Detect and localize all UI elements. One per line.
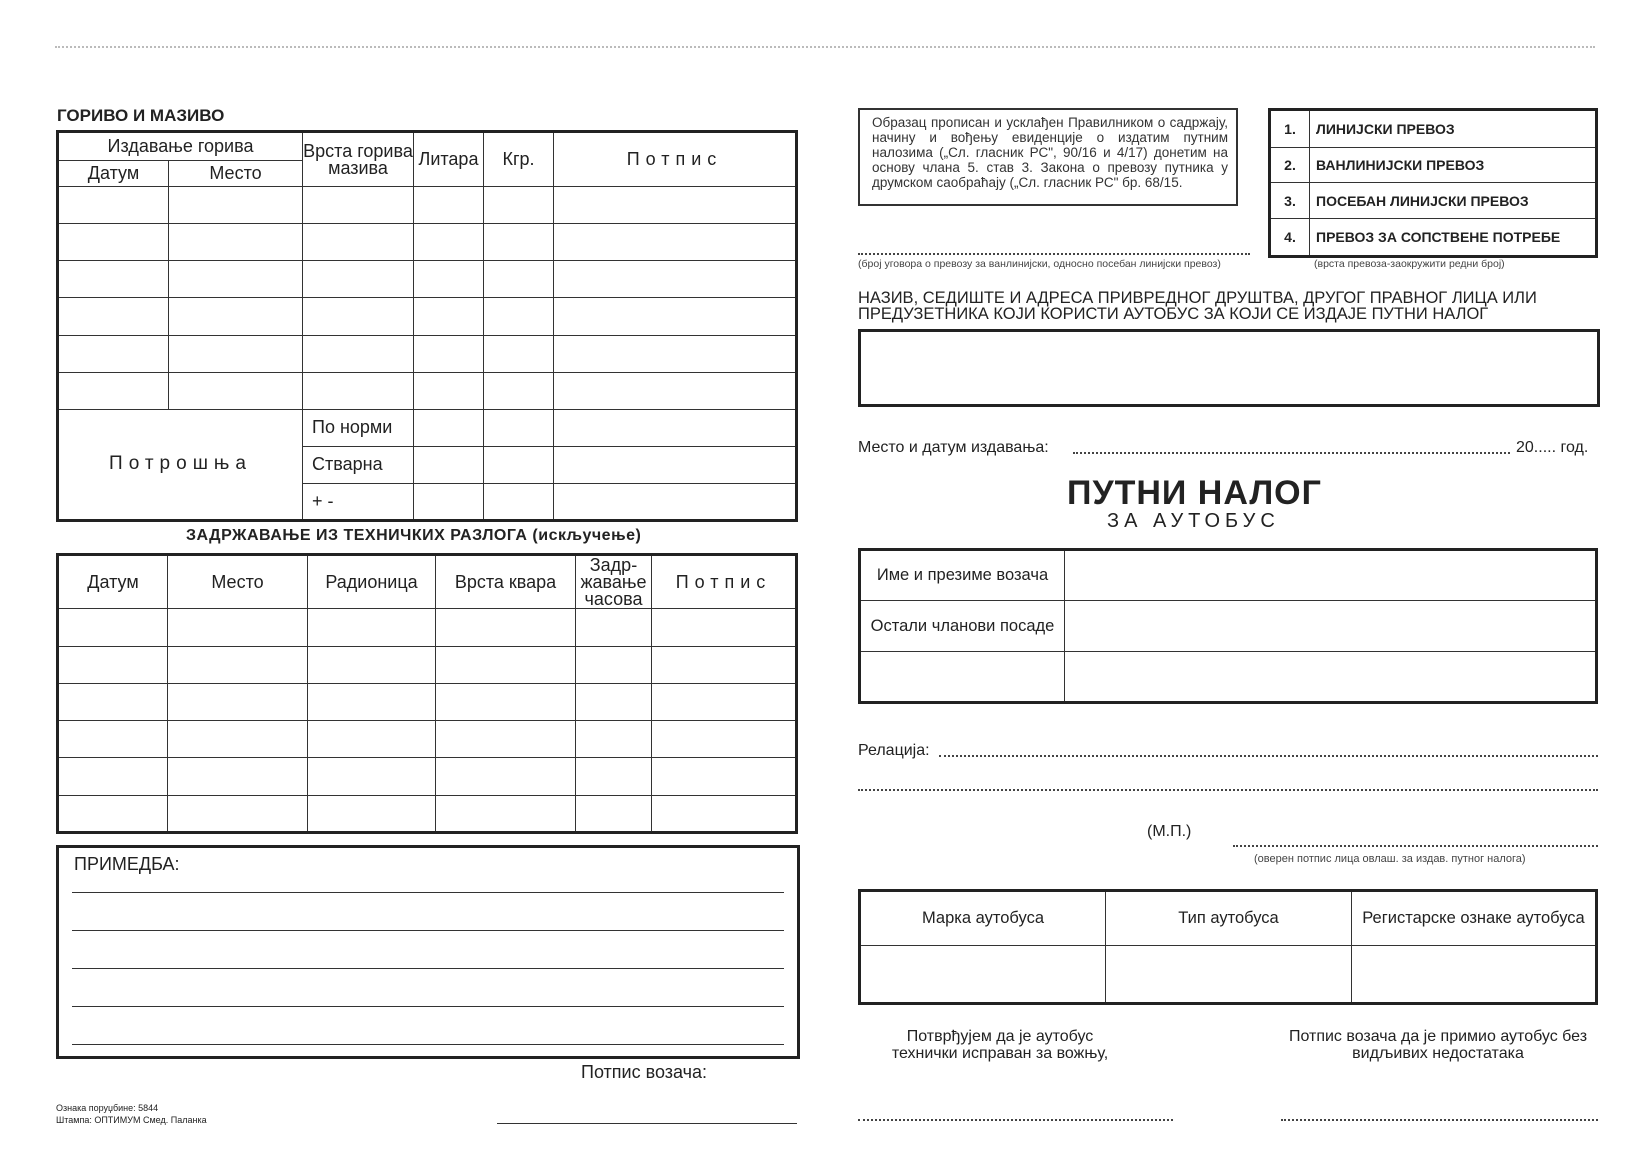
- bus-type-label: Тип аутобуса: [1106, 891, 1352, 946]
- transport-type-row[interactable]: 2. ВАНЛИНИЈСКИ ПРЕВОЗ: [1270, 147, 1597, 183]
- signature-header: Потпис: [554, 132, 797, 187]
- table-row[interactable]: [58, 335, 797, 372]
- issue-header: Издавање горива: [58, 132, 303, 161]
- order-mark: Ознака поруџбине: 5844: [56, 1103, 159, 1113]
- bus-brand-field[interactable]: [860, 946, 1106, 1004]
- consumption-label: Потрошња: [58, 409, 303, 520]
- table-row[interactable]: [58, 795, 797, 832]
- transport-type-row[interactable]: 3. ПОСЕБАН ЛИНИЈСКИ ПРЕВОЗ: [1270, 183, 1597, 219]
- bus-registration-label: Регистарске ознаке аутобуса: [1352, 891, 1597, 946]
- table-row[interactable]: [58, 683, 797, 720]
- fuel-type-header: Врста горива мазива: [303, 132, 414, 187]
- plus-minus-label: + -: [303, 483, 414, 520]
- workshop-header: Радионица: [308, 555, 436, 609]
- delay-date-header: Датум: [58, 555, 168, 609]
- regulation-box: [858, 108, 1238, 206]
- perforation-line: [55, 46, 1595, 48]
- regulation-text: Образац прописан и усклађен Правилником о садржају, начину и вођењу евиденције о издатим путним налозима („Сл. гласник РС", 90/16 и 4/17) донетим на основу члана 5. став 3. Закона о превозу путника у друмском саобраћају („Сл. гласник РС" бр. 68/15.: [872, 115, 1228, 190]
- table-row[interactable]: [58, 261, 797, 298]
- table-row[interactable]: [58, 224, 797, 261]
- by-norm-label: По норми: [303, 409, 414, 446]
- delay-table: [56, 553, 798, 834]
- liters-header: Литара: [414, 132, 484, 187]
- transport-type-table: [1268, 108, 1598, 258]
- print-mark: Штампа: ОПТИМУМ Смед. Паланка: [56, 1115, 207, 1125]
- contract-note: (број уговора о превозу за ванлинијски, односно посебан линијски превоз): [858, 258, 1221, 270]
- page-title: ПУТНИ НАЛОГ: [1067, 474, 1322, 512]
- company-label: НАЗИВ, СЕДИШТЕ И АДРЕСА ПРИВРЕДНОГ ДРУШТВА, ДРУГОГ ПРАВНОГ ЛИЦА ИЛИ ПРЕДУЗЕТНИКА КОЈИ КОРИСТИ АУТОБУС ЗА КОЈИ СЕ ИЗДАЈЕ ПУТНИ НАЛОГ: [858, 289, 1537, 323]
- driver-name-field[interactable]: [1065, 550, 1597, 601]
- contract-number-line[interactable]: [858, 253, 1250, 255]
- stamp-label: (М.П.): [1147, 823, 1192, 840]
- driver-signature-line[interactable]: [497, 1123, 797, 1124]
- place-date-line[interactable]: [1073, 452, 1510, 454]
- bus-registration-field[interactable]: [1352, 946, 1597, 1004]
- fuel-table: [56, 130, 798, 522]
- technical-signature-line[interactable]: [858, 1119, 1173, 1121]
- table-row[interactable]: [58, 187, 797, 224]
- crew-members-label: Остали чланови посаде: [860, 601, 1065, 652]
- year-label: 20..... год.: [1516, 439, 1589, 456]
- page-subtitle: ЗА АУТОБУС: [1107, 510, 1280, 532]
- transport-note: (врста превоза-заокружити редни број): [1314, 258, 1505, 270]
- delay-hours-header: Задр-жавање часова: [576, 555, 652, 609]
- driver-signature-label: Потпис возача:: [581, 1062, 708, 1082]
- authorized-signature-line[interactable]: [1233, 845, 1598, 847]
- place-date-label: Место и датум издавања:: [858, 439, 1049, 456]
- table-row[interactable]: [58, 721, 797, 758]
- delay-section-title: ЗАДРЖАВАЊЕ ИЗ ТЕХНИЧКИХ РАЗЛОГА (искључење): [186, 527, 642, 544]
- remark-label: ПРИМЕДБА:: [74, 854, 180, 874]
- table-row[interactable]: [58, 372, 797, 409]
- bus-type-field[interactable]: [1106, 946, 1352, 1004]
- date-header: Датум: [58, 161, 169, 187]
- place-header: Место: [169, 161, 303, 187]
- crew-members-field[interactable]: [1065, 601, 1597, 652]
- fault-type-header: Врста квара: [436, 555, 576, 609]
- route-label: Релација:: [858, 742, 930, 759]
- delay-signature-header: Потпис: [652, 555, 797, 609]
- company-input-box[interactable]: [858, 329, 1600, 407]
- route-line-2[interactable]: [858, 789, 1598, 791]
- delay-place-header: Место: [168, 555, 308, 609]
- crew-extra-field[interactable]: [1065, 652, 1597, 703]
- bus-brand-label: Марка аутобуса: [860, 891, 1106, 946]
- confirm-technical-text: Потврђујем да је аутобус технички исправан за вожњу,: [891, 1028, 1109, 1062]
- transport-type-row[interactable]: 4. ПРЕВОЗ ЗА СОПСТВЕНЕ ПОТРЕБЕ: [1270, 219, 1597, 257]
- fuel-section-title: ГОРИВО И МАЗИВО: [57, 106, 225, 125]
- table-row[interactable]: [58, 298, 797, 335]
- transport-type-row[interactable]: 1. ЛИНИЈСКИ ПРЕВОЗ: [1270, 110, 1597, 148]
- table-row[interactable]: [58, 609, 797, 646]
- route-line-1[interactable]: [939, 755, 1598, 757]
- remark-box[interactable]: [56, 845, 800, 1059]
- table-row[interactable]: [58, 646, 797, 683]
- table-row[interactable]: [58, 758, 797, 795]
- driver-receipt-signature-line[interactable]: [1281, 1119, 1598, 1121]
- driver-name-label: Име и презиме возача: [860, 550, 1065, 601]
- confirm-driver-text: Потпис возача да је примио аутобус без видљивих недостатака: [1288, 1028, 1588, 1062]
- crew-extra-label[interactable]: [860, 652, 1065, 703]
- authorized-signature-note: (оверен потпис лица овлаш. за издав. путног налога): [1254, 853, 1526, 865]
- kg-header: Кгр.: [484, 132, 554, 187]
- crew-table: [858, 548, 1598, 704]
- actual-label: Стварна: [303, 446, 414, 483]
- bus-table: [858, 889, 1598, 1005]
